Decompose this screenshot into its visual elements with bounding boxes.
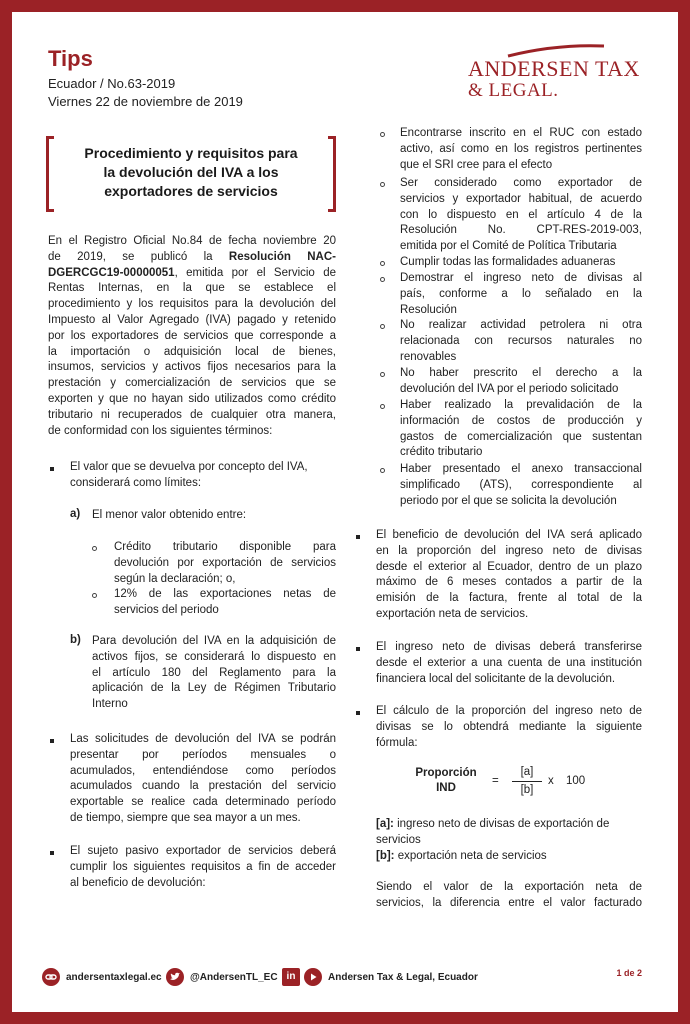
text-line: El ingreso neto de divisas deberá transferirse — [376, 641, 642, 653]
text-line: simplificado (ATS), correspondiente al — [400, 478, 642, 491]
req-ats — [400, 462, 642, 509]
text-span: de 2019, se publicó la — [48, 250, 229, 263]
text-line — [48, 266, 336, 282]
bullet-square-icon — [356, 647, 360, 651]
text-line: renovables — [400, 350, 457, 363]
text-line: servicios y exportador habitual, de acuerdo — [400, 192, 642, 205]
bullet-solicitudes — [70, 732, 336, 827]
formula-times: x — [548, 775, 554, 787]
title-line: Procedimiento y requisitos para — [84, 145, 298, 161]
bracket-left — [46, 136, 54, 212]
bullet-beneficio — [376, 528, 642, 623]
text-line: máximo de 6 meses contados a partir de la — [376, 576, 642, 589]
text-line: información de costos de producción y — [400, 414, 642, 427]
bullet-transferencia — [376, 640, 642, 687]
bullet-circle-icon — [380, 261, 385, 266]
text-line: exporten y que no hayan sido utilizados como crédito — [48, 392, 336, 405]
formula-definitions — [376, 817, 642, 864]
formula-hundred: 100 — [566, 775, 586, 787]
req-prevalidacion — [400, 398, 642, 461]
formula-denominator: [b] — [520, 784, 534, 796]
text-line: desde el exterior a una cuenta de una institución — [376, 656, 642, 669]
bullet-circle-icon — [380, 372, 385, 377]
formula-numerator: [a] — [520, 766, 534, 778]
text-line: Encontrarse inscrito en el RUC con estado — [400, 127, 642, 139]
text-line: de conformidad con los siguientes términos: — [48, 424, 273, 437]
item-b-text — [92, 634, 336, 713]
req-exportador — [400, 176, 642, 255]
bullet-circle-icon — [380, 324, 385, 329]
text-line: Resolución — [400, 303, 457, 316]
text-line: prestación y comercialización de servicios que se — [48, 377, 336, 390]
definition-text: exportación neta de servicios — [394, 849, 547, 862]
text-line: con lo dispuesto en el artículo 4 de la — [400, 208, 642, 221]
text-line: en la proporción del ingreso neto de divisas — [376, 544, 642, 557]
text-line: país, conforme a lo señalado en la — [400, 287, 642, 300]
text-line: Siendo el valor de la exportación neta de — [376, 881, 642, 893]
sub-item-credito — [114, 540, 336, 587]
formula-label — [408, 766, 484, 796]
resolution-ref: Resolución NAC- — [228, 250, 336, 263]
text-line: relacionada con recursos naturales no — [400, 334, 642, 347]
sub-item-exportaciones — [114, 587, 336, 619]
bullet-circle-icon — [92, 546, 97, 551]
issue-number: Ecuador / No.63-2019 — [48, 76, 176, 91]
chain-icon — [42, 968, 60, 986]
resolution-ref: DGERCGC19-00000051 — [48, 266, 175, 279]
bullet-circle-icon — [380, 132, 385, 137]
company-name: Andersen Tax & Legal, Ecuador — [328, 972, 478, 983]
text-line: El valor que se devuelva por concepto del IVA, — [70, 461, 308, 473]
text-line: gastos de comercialización que sustentan — [400, 430, 642, 443]
youtube-icon[interactable] — [304, 968, 322, 986]
play-icon — [304, 968, 322, 986]
text-line: según la declaración; o, — [114, 572, 236, 585]
text-line: cumplir los siguientes requisitos a fin de acceder — [70, 860, 336, 873]
twitter-icon[interactable] — [166, 968, 184, 986]
req-prescrito — [400, 366, 642, 398]
definition-key: [b]: — [376, 849, 395, 862]
text-line: divisas se lo obtendrá mediante la siguiente — [376, 720, 642, 733]
link-icon[interactable] — [42, 968, 60, 986]
bullet-square-icon — [356, 535, 360, 539]
bullet-calculo — [376, 704, 642, 751]
req-ruc — [400, 126, 642, 173]
text-line: 12% de las exportaciones netas de — [114, 588, 336, 600]
text-line: de tiempo, siempre que sea mayor a un mes. — [70, 811, 301, 824]
page-number: 1 de 2 — [616, 968, 642, 978]
text-span: , emitida por el Servicio de — [174, 266, 336, 279]
tips-title: Tips — [48, 46, 93, 71]
text-line: Cumplir todas las formalidades aduaneras — [400, 256, 616, 268]
bullet-square-icon — [356, 711, 360, 715]
text-line: el artículo 180 del Reglamento para la — [92, 666, 336, 679]
req-ingreso-divisas — [400, 271, 642, 318]
text-line: exportación neta de servicios. — [376, 607, 529, 620]
bullet-circle-icon — [380, 277, 385, 282]
formula-label-line: Proporción — [415, 767, 477, 779]
article-title — [60, 144, 322, 201]
text-line: que el SRI cree para el efecto — [400, 158, 553, 171]
definition-key: [a]: — [376, 818, 394, 830]
text-line: la importación o adquisición local de bienes, — [48, 345, 336, 358]
publication-date: Viernes 22 de noviembre de 2019 — [48, 94, 243, 109]
req-petrolera — [400, 318, 642, 365]
text-line: presentar por períodos mensuales o — [70, 748, 336, 761]
item-a-text: El menor valor obtenido entre: — [92, 509, 247, 521]
title-line: exportadores de servicios — [104, 183, 278, 199]
bullet-circle-icon — [380, 404, 385, 409]
text-line: En el Registro Oficial No.84 de fecha noviembre 20 — [48, 235, 336, 247]
text-line: Rentas Internas, en la que se establece el — [48, 282, 336, 295]
text-line: Las solicitudes de devolución del IVA se podrán — [70, 733, 336, 745]
text-line: desde el exterior al Ecuador, dentro de un plazo — [376, 560, 642, 573]
text-line: acumulados, entendiéndose como períodos — [70, 764, 336, 777]
text-line: El cálculo de la proporción del ingreso neto de — [376, 705, 642, 717]
article-heading — [46, 136, 336, 212]
text-line: crédito tributario — [400, 446, 483, 459]
text-line: acumulados cuando la prestación del servicio — [70, 780, 336, 793]
text-line: emitida por el Comité de Política Tributaria — [400, 240, 617, 253]
text-line: Para devolución del IVA en la adquisición de — [92, 635, 336, 647]
twitter-handle[interactable]: @AndersenTL_EC — [190, 972, 278, 983]
text-line: No haber prescrito el derecho a la — [400, 367, 642, 379]
definition-a — [376, 817, 642, 833]
item-letter-b: b) — [70, 634, 81, 646]
formula-label-line: IND — [436, 782, 456, 794]
text-line: procedimiento y los requisitos para la devolución del — [48, 298, 336, 311]
text-line: aplicación de la Ley de Régimen Tributario — [92, 682, 336, 695]
text-line: al beneficio de devolución: — [70, 876, 206, 889]
bird-icon — [166, 968, 184, 986]
text-line: devolución por exportación de servicios — [114, 556, 336, 569]
item-letter-a: a) — [70, 508, 81, 520]
logo-text-1: ANDERSEN TAX — [468, 56, 640, 81]
text-line: fórmula: — [376, 736, 418, 749]
bullet-sujeto-pasivo — [70, 844, 336, 891]
text-line: emisión de la factura, frente al total de la — [376, 592, 642, 605]
text-line: considerará como límites: — [70, 476, 202, 489]
logo-text-2: & LEGAL. — [468, 80, 559, 101]
text-line: tributario ni recuperados de cualquier otra manera, — [48, 408, 336, 421]
formula-equals: = — [492, 775, 499, 787]
text-line: activos fijos, se considerará lo dispuesto en — [92, 650, 336, 663]
req-aduaneras — [400, 255, 642, 271]
text-line: El sujeto pasivo exportador de servicios deberá — [70, 845, 336, 857]
intro-paragraph — [48, 234, 336, 439]
text-line: servicios del periodo — [114, 603, 219, 616]
text-line: Resolución No. CPT-RES-2019-003, — [400, 224, 642, 237]
text-line: exportable se realice cada determinado período — [70, 796, 336, 809]
linkedin-icon[interactable]: in — [282, 968, 300, 986]
text-line: servicios — [376, 833, 421, 846]
text-line: Haber presentado el anexo transaccional — [400, 463, 642, 475]
bullet-square-icon — [50, 851, 54, 855]
text-line: devolución del IVA por el periodo solicitado — [400, 382, 619, 395]
text-line: financiera local del solicitante de la devolución. — [376, 672, 616, 685]
text-line: Ser considerado como exportador de — [400, 177, 642, 189]
text-line: El beneficio de devolución del IVA será aplicado — [376, 529, 642, 541]
text-line — [48, 250, 336, 266]
text-line: Haber realizado la prevalidación de la — [400, 399, 642, 411]
text-line: No realizar actividad petrolera ni otra — [400, 319, 642, 331]
bullet-circle-icon — [92, 593, 97, 598]
bullet-square-icon — [50, 467, 54, 471]
fraction-bar — [512, 781, 542, 782]
closing-paragraph — [376, 880, 642, 912]
text-line: Impuesto al Valor Agregado (IVA) pagado y retenido — [48, 313, 336, 326]
text-line: insumos, servicios y activos fijos necesarios para la — [48, 361, 336, 374]
definition-b — [376, 849, 642, 865]
bracket-right — [328, 136, 336, 212]
website-link[interactable]: andersentaxlegal.ec — [66, 972, 162, 983]
title-line: la devolución del IVA a los — [103, 164, 279, 180]
text-line: activo, así como en los registros pertinentes — [400, 142, 642, 155]
andersen-logo — [466, 40, 654, 100]
text-line: Interno — [92, 698, 128, 711]
text-line: servicios, la diferencia entre el valor facturado — [376, 896, 642, 909]
text-line: por los exportadores de servicios que corresponde a — [48, 329, 336, 342]
bullet-circle-icon — [380, 182, 385, 187]
bullet-iva-limits — [70, 460, 336, 492]
text-line: Demostrar el ingreso neto de divisas al — [400, 272, 642, 284]
text-line: periodo por el que se solicita la devolución — [400, 494, 617, 507]
definition-text: ingreso neto de divisas de exportación de — [393, 818, 610, 830]
bullet-circle-icon — [380, 468, 385, 473]
bullet-square-icon — [50, 739, 54, 743]
text-line: Crédito tributario disponible para — [114, 541, 336, 553]
